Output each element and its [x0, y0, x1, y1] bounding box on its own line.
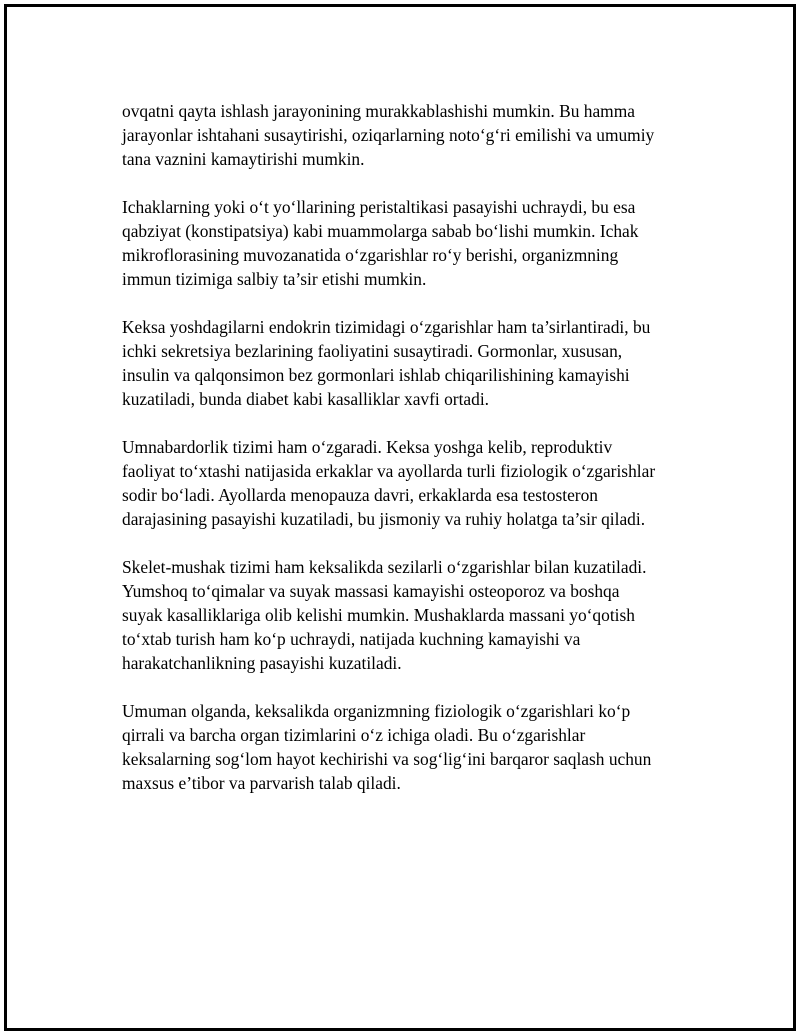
paragraph-musculoskeletal: Skelet-mushak tizimi ham keksalikda sezilarli o‘zgarishlar bilan kuzatiladi. Yumshoq to‘qimalar va suyak massasi kamayishi osteoporoz va boshqa suyak kasalliklariga olib kelishi mumkin. Mushaklarda massani yo‘qotish to‘xtab turish ham ko‘p uchraydi, natijada kuchning kamayishi va harakatchanlikning pasayishi kuzatiladi.	[122, 557, 647, 673]
page-frame	[4, 4, 796, 1031]
paragraph-reproductive: Umnabardorlik tizimi ham o‘zgaradi. Keksa yoshga kelib, reproduktiv faoliyat to‘xtashi natijasida erkaklar va ayollarda turli fiziologik o‘zgarishlar sodir bo‘ladi. Ayollarda menopauza davri, erkaklarda esa testosteron darajasining pasayishi kuzatiladi, bu jismoniy va ruhiy holatga ta’sir qiladi.	[122, 437, 656, 529]
document-body	[122, 99, 702, 819]
paragraph-endocrine: Keksa yoshdagilarni endokrin tizimidagi o‘zgarishlar ham ta’sirlantiradi, bu ichki sekretsiya bezlarining faoliyatini susaytiradi. Gormonlar, xususan, insulin va qalqonsimon bez gormonlari ishlab chiqarilishining kamayishi kuzatiladi, bunda diabet kabi kasalliklar xavfi ortadi.	[122, 317, 651, 409]
paragraph-conclusion: Umuman olganda, keksalikda organizmning fiziologik o‘zgarishlari ko‘p qirrali va barcha organ tizimlarini o‘z ichiga oladi. Bu o‘zgarishlar keksalarning sog‘lom hayot kechirishi va sog‘lig‘ini barqaror saqlash uchun maxsus e’tibor va parvarish talab qiladi.	[122, 701, 652, 793]
paragraph-digestion: ovqatni qayta ishlash jarayonining murakkablashishi mumkin. Bu hamma jarayonlar ishtahani susaytirishi, oziqarlarning noto‘g‘ri emilishi va umumiy tana vaznini kamaytirishi mumkin.	[122, 101, 655, 169]
paragraph-intestine: Ichaklarning yoki o‘t yo‘llarining peristaltikasi pasayishi uchraydi, bu esa qabziyat (konstipatsiya) kabi muammolarga sabab bo‘lishi mumkin. Ichak mikroflorasining muvozanatida o‘zgarishlar ro‘y berishi, organizmning immun tizimiga salbiy ta’sir etishi mumkin.	[122, 197, 639, 289]
